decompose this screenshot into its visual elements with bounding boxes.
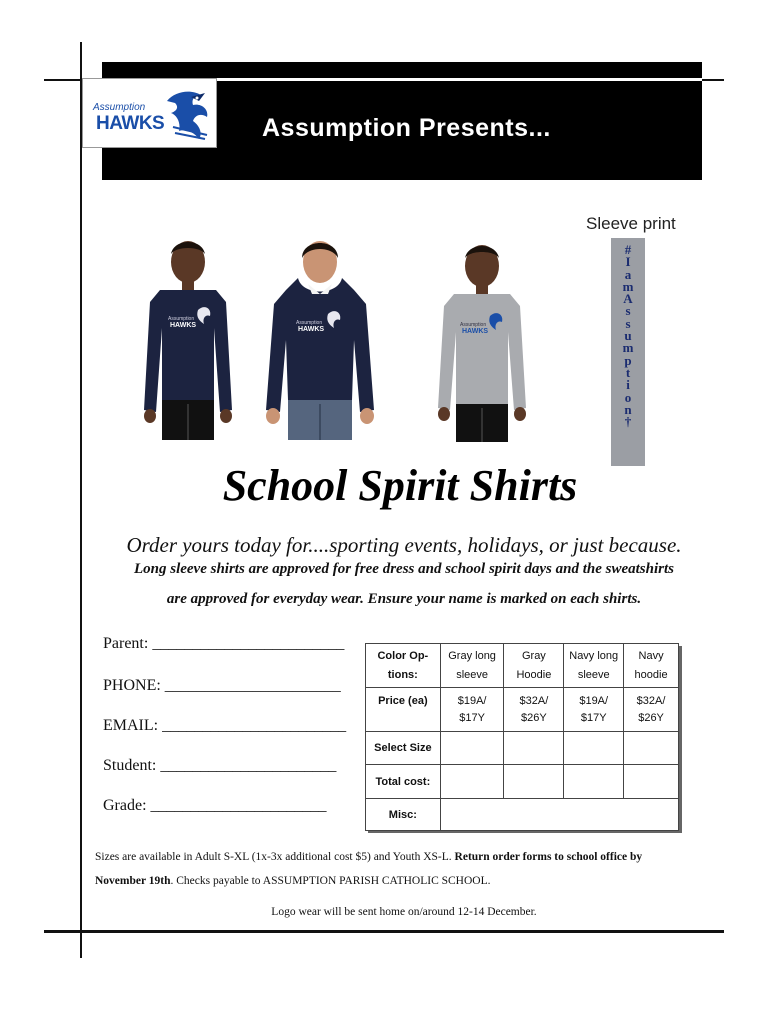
table-row bbox=[366, 799, 679, 831]
school-logo bbox=[82, 78, 217, 148]
size-cell[interactable] bbox=[440, 732, 504, 765]
select-size-label: Select Size bbox=[366, 732, 441, 765]
logo-big-text: HAWKS bbox=[96, 113, 165, 134]
footer-sizes bbox=[95, 851, 642, 863]
student-field[interactable]: Student: ______________________ bbox=[103, 757, 337, 774]
price-label: Price (ea) bbox=[366, 688, 441, 732]
option-line2: sleeve bbox=[456, 668, 488, 681]
description-line-2: are approved for everyday wear. Ensure your name is marked on each shirts. bbox=[166, 591, 642, 607]
color-options-label-line2: tions: bbox=[387, 668, 418, 681]
phone-field[interactable]: PHONE: ______________________ bbox=[103, 677, 341, 694]
photo-gray-long-sleeve bbox=[434, 236, 530, 446]
total-cell[interactable] bbox=[440, 765, 504, 799]
sleeve-letter: t bbox=[625, 364, 631, 380]
shirt-logo-small: Assumption bbox=[460, 322, 487, 328]
misc-label: Misc: bbox=[366, 799, 441, 831]
price-youth: $17Y bbox=[580, 711, 607, 724]
option-navy-hoodie bbox=[624, 644, 679, 688]
shirt-logo-small: Assumption bbox=[296, 320, 323, 326]
table-row bbox=[366, 765, 679, 799]
table-row bbox=[366, 688, 679, 732]
sleeve-letter: u bbox=[624, 328, 632, 344]
option-navy-long-sleeve bbox=[564, 644, 624, 688]
sleeve-letter: m bbox=[622, 340, 634, 356]
sleeve-letter: A bbox=[623, 291, 633, 307]
footer-checks-text: . Checks payable to ASSUMPTION PARISH CATHOLIC SCHOOL. bbox=[170, 875, 491, 887]
sleeve-letter: i bbox=[626, 377, 630, 393]
option-line1: Gray bbox=[521, 649, 546, 662]
sleeve-letter: # bbox=[624, 242, 632, 257]
footer-sizes-text: Sizes are available in Adult S-XL (1x-3x additional cost $5) and Youth XS-L. bbox=[95, 851, 455, 863]
email-field[interactable]: EMAIL: _______________________ bbox=[103, 717, 347, 734]
grade-field[interactable]: Grade: ______________________ bbox=[103, 797, 327, 814]
color-options-label bbox=[366, 644, 441, 688]
size-cell[interactable] bbox=[624, 732, 679, 765]
total-cost-label: Total cost: bbox=[366, 765, 441, 799]
shirt-logo-big: HAWKS bbox=[462, 328, 489, 335]
footer-return-text: Return order forms to school office by bbox=[454, 851, 643, 863]
footer-date: November 19th bbox=[95, 875, 171, 887]
price-youth: $26Y bbox=[521, 711, 547, 724]
table-row bbox=[366, 732, 679, 765]
footer-checks bbox=[95, 875, 491, 887]
size-cell[interactable] bbox=[504, 732, 564, 765]
price-navy-hoodie bbox=[624, 688, 679, 732]
option-line2: hoodie bbox=[634, 668, 668, 681]
price-adult: $32A/ bbox=[636, 694, 666, 707]
shirt-logo-big: HAWKS bbox=[170, 322, 197, 329]
size-cell[interactable] bbox=[564, 732, 624, 765]
footer-delivery: Logo wear will be sent home on/around 12-14 December. bbox=[271, 906, 537, 918]
color-options-label-line1: Color Op- bbox=[377, 649, 429, 662]
price-navy-long-sleeve bbox=[564, 688, 624, 732]
shirt-logo-small: Assumption bbox=[168, 316, 195, 322]
photo-navy-hoodie bbox=[262, 232, 378, 442]
price-adult: $19A/ bbox=[579, 694, 609, 707]
price-gray-long-sleeve bbox=[440, 688, 504, 732]
total-cell[interactable] bbox=[624, 765, 679, 799]
misc-cell[interactable] bbox=[440, 799, 678, 831]
frame-bottom-line bbox=[44, 930, 724, 933]
order-table bbox=[365, 643, 679, 831]
sleeve-letter: I bbox=[625, 254, 631, 270]
sleeve-letter: n bbox=[624, 401, 632, 417]
price-youth: $26Y bbox=[638, 711, 664, 724]
option-line1: Navy long bbox=[569, 649, 619, 662]
photo-navy-long-sleeve bbox=[140, 232, 236, 442]
price-adult: $19A/ bbox=[457, 694, 487, 707]
sleeve-letter: o bbox=[624, 389, 632, 405]
header-title: Assumption Presents... bbox=[262, 114, 551, 142]
sleeve-letter: s bbox=[625, 315, 631, 331]
parent-field[interactable]: Parent: ________________________ bbox=[103, 635, 345, 652]
price-youth: $17Y bbox=[459, 711, 485, 724]
shirt-logo-big: HAWKS bbox=[298, 326, 325, 333]
description-line-1: Long sleeve shirts are approved for free dress and school spirit days and the sweatshirts bbox=[133, 561, 674, 577]
sleeve-letter: † bbox=[624, 414, 632, 430]
tagline: Order yours today for....sporting events, holidays, or just because. bbox=[126, 533, 682, 557]
table-row bbox=[366, 644, 679, 688]
sleeve-letter: s bbox=[625, 303, 631, 319]
hawk-icon bbox=[161, 87, 213, 143]
total-cell[interactable] bbox=[564, 765, 624, 799]
option-gray-long-sleeve bbox=[440, 644, 504, 688]
page-title: School Spirit Shirts bbox=[222, 461, 578, 510]
option-line2: sleeve bbox=[577, 668, 610, 681]
option-gray-hoodie bbox=[504, 644, 564, 688]
logo-small-text: Assumption bbox=[93, 102, 146, 113]
sleeve-letter: p bbox=[624, 352, 632, 368]
option-line1: Navy bbox=[638, 649, 664, 662]
sleeve-letter: m bbox=[622, 278, 634, 294]
option-line2: Hoodie bbox=[516, 668, 552, 681]
option-line1: Gray long bbox=[448, 649, 496, 662]
total-cell[interactable] bbox=[504, 765, 564, 799]
sleeve-print-label: Sleeve print bbox=[586, 214, 676, 233]
sleeve-letter: a bbox=[624, 266, 632, 282]
price-adult: $32A/ bbox=[519, 694, 549, 707]
price-gray-hoodie bbox=[504, 688, 564, 732]
sleeve-print-strip bbox=[611, 238, 645, 466]
